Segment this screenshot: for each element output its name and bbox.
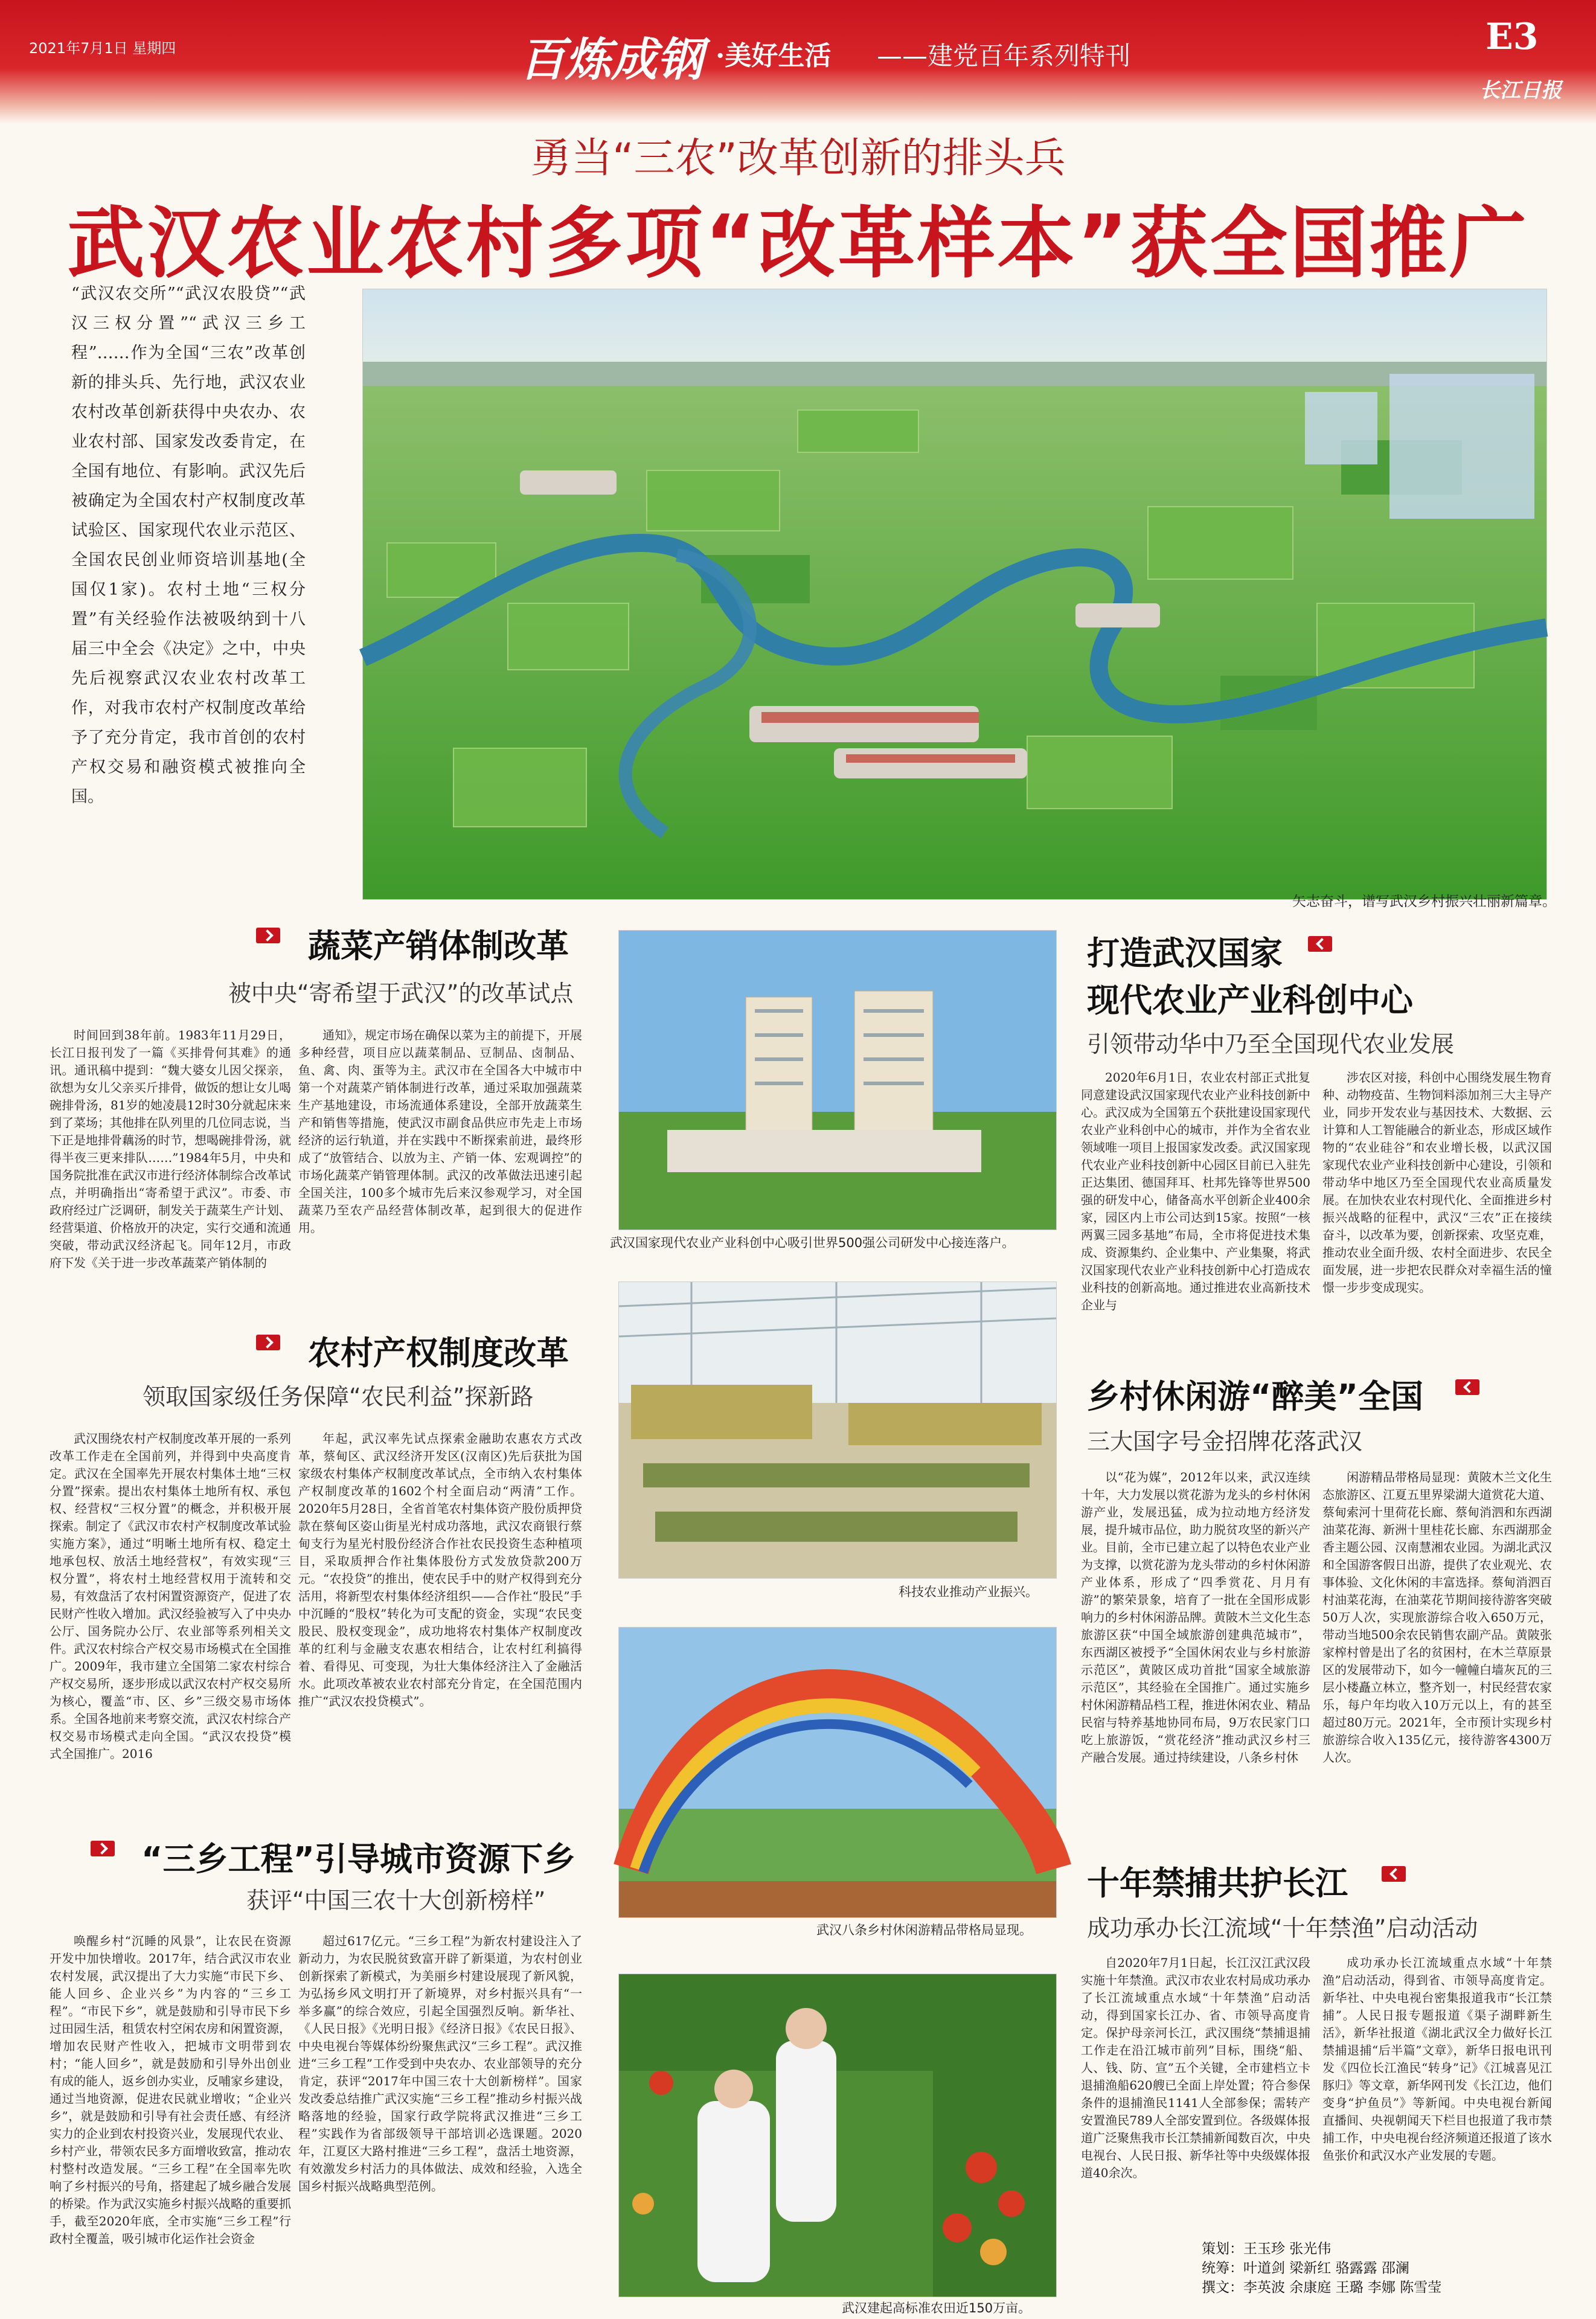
section-4-title: 打造武汉国家 — [1087, 934, 1283, 972]
aerial-farmland-image — [363, 289, 1546, 899]
section-1-col2: 通知》，规定市场在确保以菜为主的前提下，开展多种经营，项目应以蔬菜制品、豆制品、卤制品、鱼、禽、肉、蛋等为主。武汉市在全国各大中城市中第一个对蔬菜产销体制进行改革，通过采取加强蔬菜生产基地建设，市场流通体系建设，全部开放蔬菜生产和销售等措施，使武汉市副食品供应市先走上市场经济的运行轨道，并在实践中不断探索前进，最终形成了“放管结合、以放为主、产销一体、宏观调控”的市场化蔬菜产销管理体制。武汉的改革做法迅速引起全国关注，100多个城市先后来汉参观学习，对全国蔬菜乃至农产品经营体制改革，起到很大的促进作用。 — [298, 1028, 582, 1235]
credits-coordination: 统筹：叶道剑 梁新红 骆露露 邵澜 — [1202, 2260, 1409, 2276]
headline: 武汉农业农村多项“改革样本”获全国推广 — [67, 199, 1529, 289]
section-2-col2: 年起，武汉率先试点探索金融助农惠农方式改革，蔡甸区、武汉经济开发区(汉南区)先后获批为国家级农村集体产权制度改革试点，全市纳入农村集体产权制度改革的1602个村全面启动“两清”工作。2020年5月28日，全省首笔农村集体资产股份质押贷款在蔡甸区姿山街星光村成功落地，武汉农商银行蔡甸支行为星光村股份经济合作社农民投资生态种植项目，采取质押合作社集体股份方式发放贷款200万元。“农投贷”的推出，使农民手中的财产权得到充分活用，将新型农村集体经济组织——合作社“股民”手中沉睡的“股权”转化为可支配的资金，实现“农民变股民、股权变现金”，成功地将农村集体产权制度改革的红利与金融支农惠农相结合，让农村红利搞得着、看得见、可变现，为壮大集体经济注入了金融活水。此项改革被农业农村部充分肯定，在全国范围内推广“武汉农投贷模式”。 — [298, 1431, 582, 1708]
section-marker-icon — [1455, 1379, 1479, 1395]
section-5-col2: 闲游精品带格局显现：黄陂木兰文化生态旅游区、江夏五里界梁湖大道赏花大道、蔡甸索河十里荷花长廊、蔡甸消泗和东西湖油菜花海、新洲十里桂花长廊、东西湖那金香主题公园、汉南慧湘农业园。为湖北武汉和全国游客假日出游，提供了农业观光、农事体验、文化休闲的丰富选择。蔡甸消泗百村油菜花海，在油菜花节期间接待游客突破50万人次，实现旅游综合收入650万元，带动当地500余农民销售农副产品。黄陂张家榨村曾是出了名的贫困村，在木兰草原景区的发展带动下，如今一幢幢白墙灰瓦的三层小楼矗立林立，整齐划一，村民经营农家乐，每户年均收入10万元以上，有的甚至超过80万元。2021年，全市预计实现乡村旅游综合收入135亿元，接待游客4300万人次。 — [1322, 1470, 1552, 1765]
section-1-col1: 时间回到38年前。1983年11月29日，长江日报刊发了一篇《买排骨何其难》的通讯。通讯稿中提到：“魏大婆女儿因父探亲，欲想为女儿父亲买斤排骨，做饭的想让女儿喝碗排骨汤，81岁的她凌晨12时30分就起床来到了菜场；其他排在队列里的几位同志说，当下正是地排骨藕汤的时节，想喝碗排骨汤，就得半夜三更来排队……”1984年5月，中央和国务院批准在武汉市进行经济体制综合改革试点，并明确指出“寄希望于武汉”。市委、市政府经过广泛调研，制发关于蔬菜生产计划、经营渠道、价格放开的决定，实行交通和流通突破，带动武汉经济起飞。同年12月，市政府下发《关于进一步改革蔬菜产销体制的 — [50, 1028, 291, 1270]
section-1-header — [256, 928, 280, 943]
hero-caption: 矢志奋斗，谱写武汉乡村振兴壮丽新篇章。 — [1292, 894, 1556, 909]
photo-kites — [618, 1627, 1057, 1918]
section-marker-icon — [1308, 936, 1332, 952]
section-marker-icon — [91, 1841, 115, 1856]
kicker: 勇当“三农”改革创新的排头兵 — [530, 135, 1066, 182]
credits-writers: 撰文：李英波 余康庭 王璐 李娜 陈雪莹 — [1202, 2280, 1442, 2295]
tomatoes-image — [619, 1974, 1056, 2297]
series-name: ——建党百年系列特刊 — [877, 41, 1131, 71]
section-4-col1: 2020年6月1日，农业农村部正式批复同意建设武汉国家现代农业产业科技创新中心。武汉成为全国第五个获批建设国家现代农业产业科创中心的城市，并作为全省农业领域唯一项目上报国家发改委。武汉国家现代农业产业科技创新中心园区目前已入驻先正达集团、德国拜耳、杜邦先锋等世界500强的研发中心，储备高水平创新企业400余家，园区内上市公司达到15家。按照“一核两翼三园多基地”布局，全市将促进技术集成、资源集约、企业集中、产业集聚，将武汉国家现代农业产业科技创新中心打造成农业科技的创新高地。通过推进农业高新技术企业与 — [1081, 1070, 1310, 1312]
issue-date: 2021年7月1日 星期四 — [29, 40, 176, 57]
credits-planning: 策划：王玉珍 张光伟 — [1202, 2241, 1332, 2257]
section-1-subtitle: 被中央“寄希望于武汉”的改革试点 — [228, 980, 574, 1007]
section-3-header — [91, 1841, 115, 1856]
caption-tomatoes: 武汉建起高标准农田近150万亩。 — [842, 2301, 1031, 2315]
brand-logo-text: 百炼成钢 — [519, 33, 703, 86]
photo-buildings — [618, 930, 1057, 1230]
kites-image — [619, 1628, 1056, 1917]
section-5-col1: 以“花为媒”，2012年以来，武汉连续十年，大力发展以赏花游为龙头的乡村休闲游产业，发展迅猛，成为拉动地方经济发展，提升城市品位，助力脱贫攻坚的新兴产业。目前，全市已建立起了以特色农业产业为支撑，以赏花游为龙头带动的乡村休闲游产业体系，形成了“四季赏花、月月有游”的繁荣景象，培育了一批在全国形成影响力的乡村休闲游品牌。黄陂木兰文化生态旅游区获“中国全域旅游创建典范城市”，东西湖区被授予“全国休闲农业与乡村旅游示范区”，黄陂区成功首批“国家全域旅游示范区”，其经验在全国推广。通过实施乡村休闲游精品档工程，推进休闲农业、精品民宿与特养基地协同布局，9万农民家门口吃上旅游饭，“赏花经济”推动武汉乡村三产融合发展。通过持续建设，八条乡村休 — [1081, 1470, 1310, 1765]
column-name: ·美好生活 — [716, 40, 832, 71]
section-marker-icon — [256, 928, 280, 943]
section-4-subtitle: 引领带动华中乃至全国现代农业发展 — [1087, 1031, 1455, 1057]
section-6-col2: 成功承办长江流域重点水域“十年禁渔”启动活动，得到省、市领导高度肯定。新华社、中央电视台密集报道我市“长江禁捕”。人民日报专题报道《渠子湖畔新生活》，新华社报道《湖北武汉全力做好长江禁捕退捕“后半篇”文章》，新华日报电讯刊发《四位长江渔民“转身”记》《江城喜见江豚归》等文章，新华网刊发《长江边，他们变身“护鱼员”》等新闻。中央电视台新闻直播间、央视朝闻天下栏目也报道了我市禁捕工作，中央电视台经济频道还报道了该水鱼张价和武汉水产业发展的专题。 — [1322, 1955, 1552, 2163]
section-3-col2: 超过617亿元。“三乡工程”为新农村建设注入了新动力，为农民脱贫致富开辟了新渠道，为农村创业创新探索了新模式，为美丽乡村建设展现了新风貌，为弘扬乡风文明打开了新境界，对乡村振兴具有“一举多赢”的综合效应，引起全国强烈反响。新华社、《人民日报》《光明日报》《经济日报》《农民日报》、中央电视台等媒体纷纷聚焦武汉“三乡工程”。武汉推进“三乡工程”工作受到中央农办、农业部领导的充分肯定，获评“2017年中国三农十大创新榜样”。国家发改委总结推广武汉实施“三乡工程”推动乡村振兴战略落地的经验，国家行政学院将武汉推进“三乡工程”实践作为省部级领导干部培训必选课题。2020年，江夏区大路村推进“三乡工程”，盘活土地资源，有效激发乡村活力的具体做法、成效和经验，入选全国乡村振兴战略典型范例。 — [298, 1934, 582, 2193]
page-number: E3 — [1485, 16, 1539, 58]
section-2-subtitle: 领取国家级任务保障“农民利益”探新路 — [143, 1384, 534, 1410]
section-6-col1: 自2020年7月1日起，长江汉江武汉段实施十年禁渔。武汉市农业农村局成功承办了长江流域重点水域“十年禁渔”启动活动，得到国家长江办、省、市领导高度肯定。保护母亲河长江，武汉围绕“禁捕退捕工作走在沿江城市前列”目标，围绕“船、人、钱、防、宣”五个关键，全市建档立卡退捕渔船620艘已全面上岸处置；符合参保条件的退捕渔民1141人全部参保；需转产安置渔民789人全部安置到位。各级媒体报道广泛聚焦我市长江禁捕新闻数百次，中央电视台、人民日报、新华社等中央级媒体报道40余次。 — [1081, 1955, 1310, 2180]
credits — [1202, 2239, 1441, 2297]
section-4-header — [1308, 936, 1332, 952]
caption-buildings: 武汉国家现代农业产业科创中心吸引世界500强公司研发中心接连落户。 — [610, 1236, 1015, 1250]
section-2-header — [256, 1335, 280, 1350]
section-6-title: 十年禁捕共护长江 — [1087, 1864, 1348, 1902]
section-2-col1: 武汉围绕农村产权制度改革开展的一系列改革工作走在全国前列，并得到中央高度肯定。武汉在全国率先开展农村集体土地“三权分置”探索。提出农村集体土地所有权、承包权、经营权“三权分置”的概念，并积极开展探索。制定了《武汉市农村产权制度改革试验实施方案》，通过“明晰土地所有权、稳定土地承包权、放活土地经营权”，有效实现“三权分置”，将农村土地经营权用于流转和交易，有效盘活了农村闲置资源资产，促进了农民财产性收入增加。武汉经验被写入了中央办公厅、国务院办公厅、农业部等系列相关文件。武汉农村综合产权交易市场模式在全国推广。2009年，我市建立全国第二家农村综合产权交易所，逐步形成以武汉农村产权交易所为核心，覆盖“市、区、乡”三级交易市场体系。全国各地前来考察交流，武汉农村综合产权交易市场模式走向全国。“武汉农投贷”模式全国推广。2016 — [50, 1431, 291, 1761]
section-6-header — [1382, 1866, 1406, 1882]
section-4-col2: 涉农区对接，科创中心围绕发展生物育种、动物疫苗、生物饲料添加剂三大主导产业，同步开发农业与基因技术、大数据、云计算和人工智能融合的新业态，形成区域作物的“农业硅谷”和农业增长极，以武汉国家现代农业产业科技创新中心建设，引领和带动华中地区乃至全国现代农业高质量发展。在加快农业农村现代化、全面推进乡村振兴战略的征程中，武汉“三农”正在接续奋斗，以改革为要，创新探索、攻坚克难，推动农业全面升级、农村全面进步、农民全面发展，进一步把农民群众对幸福生活的憧憬一步步变成现实。 — [1322, 1070, 1552, 1295]
caption-kites: 武汉八条乡村休闲游精品带格局显现。 — [816, 1923, 1032, 1937]
section-5-header — [1455, 1379, 1479, 1395]
photo-greenhouse — [618, 1281, 1057, 1579]
section-5-title: 乡村休闲游“醉美”全国 — [1087, 1378, 1423, 1416]
section-marker-icon — [256, 1335, 280, 1350]
section-3-subtitle: 获评“中国三农十大创新榜样” — [246, 1887, 546, 1914]
section-1-title: 蔬菜产销体制改革 — [308, 927, 569, 965]
section-3-col1: 唤醒乡村“沉睡的风景”，让农民在资源开发中加快增收。2017年，结合武汉市农业农村发展，武汉提出了大力实施“市民下乡、能人回乡、企业兴乡”为内容的“三乡工程”。“市民下乡”，就是鼓励和引导市民下乡过田园生活，租赁农村空闲农房和闲置资源，增加农民财产性收入，把城市文明带到农村；“能人回乡”，就是鼓励和引导外出创业有成的能人，返乡创办实业，反哺家乡建设，通过当地资源，促进农民就业增收；“企业兴乡”，就是鼓励和引导有社会责任感、有经济实力的企业到农村投资兴业，发展现代农业、乡村产业，带领农民多方面增收致富，推动农村整村改造发展。“三乡工程”在全国率先吹响了乡村振兴的号角，搭建起了城乡融合发展的桥梁。作为武汉实施乡村振兴战略的重要抓手，截至2020年底，全市实施“三乡工程”行政村全覆盖，吸引城市化运作社会资金 — [50, 1934, 291, 2246]
newspaper-name: 长江日报 — [1479, 79, 1562, 103]
photo-tomatoes — [618, 1974, 1057, 2297]
section-marker-icon — [1382, 1866, 1406, 1882]
section-6-subtitle: 成功承办长江流域“十年禁渔”启动活动 — [1087, 1915, 1478, 1942]
caption-greenhouse: 科技农业推动产业振兴。 — [899, 1585, 1038, 1599]
section-2-title: 农村产权制度改革 — [308, 1334, 569, 1372]
hero-aerial-photo — [362, 289, 1547, 900]
buildings-image — [619, 931, 1056, 1230]
masthead — [0, 0, 1596, 124]
section-3-title: “三乡工程”引导城市资源下乡 — [141, 1840, 575, 1878]
greenhouse-image — [619, 1282, 1056, 1578]
section-4-title-line2: 现代农业产业科创中心 — [1087, 981, 1413, 1019]
section-5-subtitle: 三大国字号金招牌花落武汉 — [1087, 1428, 1363, 1455]
intro-text: “武汉农交所”“武汉农股贷”“武汉三权分置”“武汉三乡工程”……作为全国“三农”改革创新的排头兵、先行地，武汉农业农村改革创新获得中央农办、农业农村部、国家发改委肯定，在全国有地位、有影响。武汉先后被确定为全国农村产权制度改革试验区、国家现代农业示范区、全国农民创业师资培训基地(全国仅1家)。农村土地“三权分置”有关经验作法被吸纳到十八届三中全会《决定》之中，中央先后视察武汉农业农村改革工作，对我市农村产权制度改革给予了充分肯定，我市首创的农村产权交易和融资模式被推向全国。 — [71, 284, 306, 806]
